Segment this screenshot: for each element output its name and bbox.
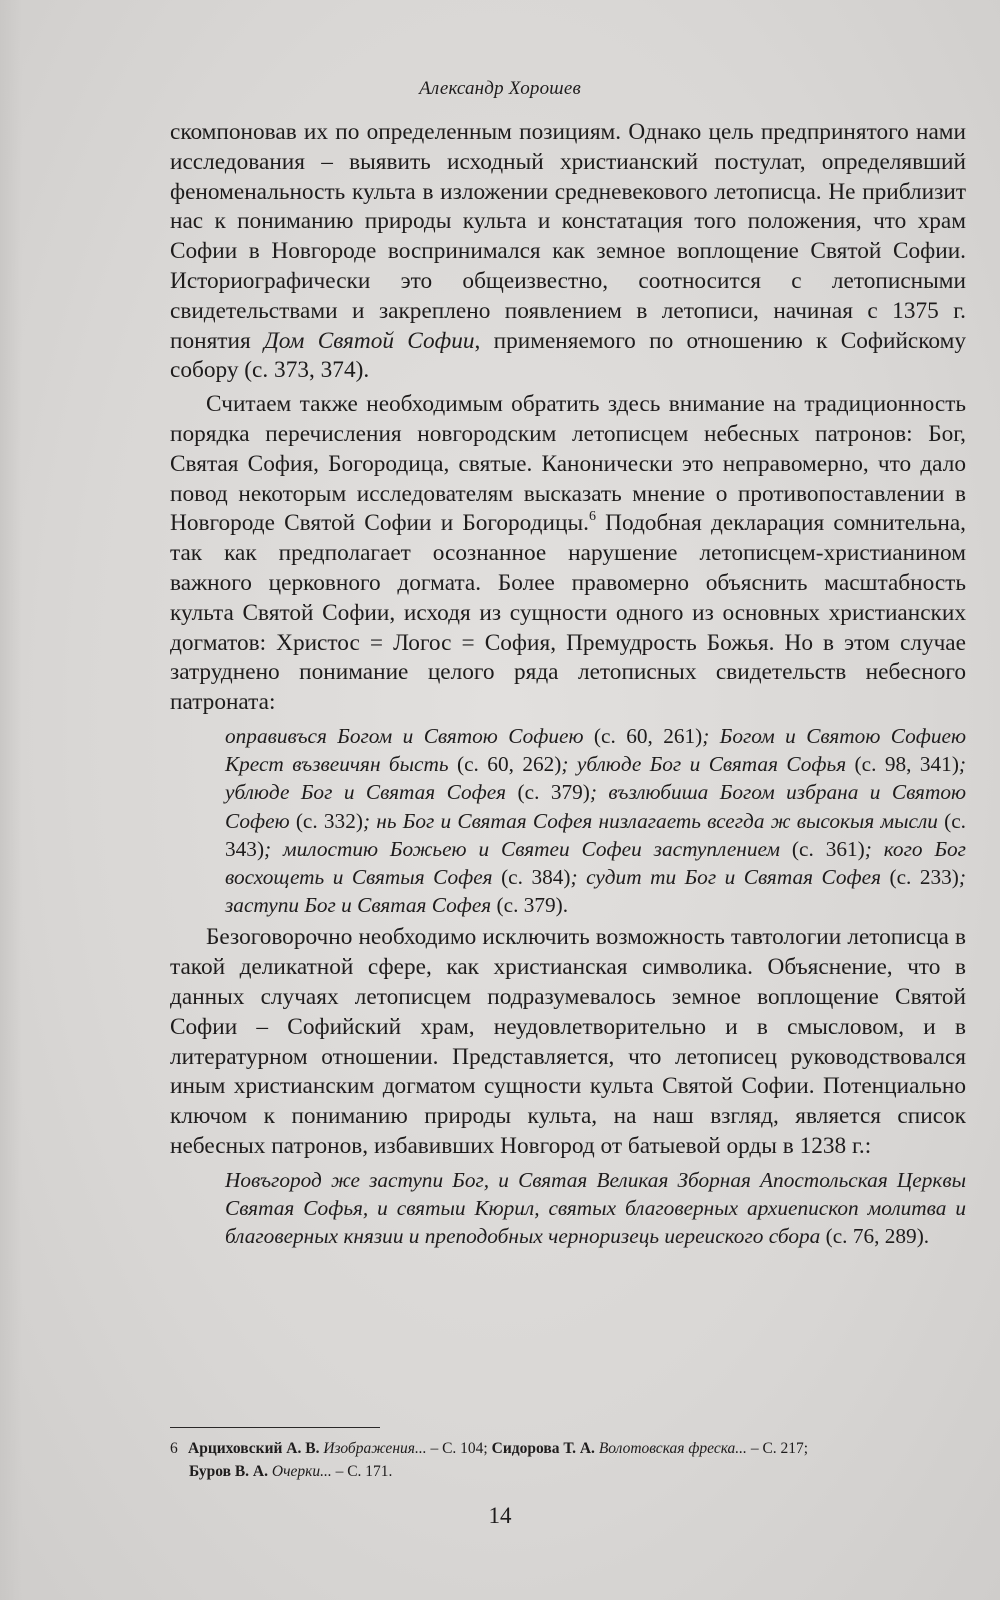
page-number: 14: [488, 1503, 512, 1528]
footnote-title: Волотовская фреска...: [598, 1440, 747, 1457]
quote-1-reference: (с. 332): [289, 808, 363, 833]
running-head: Александр Хорошев: [419, 78, 581, 99]
quote-1-citation: ; ублюде Бог и Святая Софья: [561, 752, 847, 777]
quote-1-citation: ; заступи Бог и Святая Софея: [225, 864, 966, 918]
quote-2-citation: Новъгород же заступи Бог, и Святая Великая Зборная Апостольская Церквы Святая Софья, и святыи Кюрил, святых благоверных архиепископ молитва и благоверных князии и преподобных черноризець иереиского сбора: [225, 1167, 966, 1249]
main-text: [170, 118, 966, 1250]
quote-1-citation: ; възлюбиша Богом избрана и Святою Софею: [225, 780, 966, 833]
footnote-title: Очерки...: [271, 1463, 332, 1480]
quote-1-reference: (с. 379).: [491, 893, 569, 918]
quote-1-reference: (с. 60, 261): [583, 723, 703, 748]
footnote-page-ref: – С. 104;: [426, 1440, 492, 1457]
footnote: [170, 1437, 950, 1483]
footnote-line-2: [170, 1460, 950, 1483]
footnote-author: Буров В. А.: [189, 1463, 268, 1480]
paragraph-2-text-b: Подобная декларация сомнительна, так как предполагает осознанное нарушение летописцем-христианином важного церковного догмата. Более правомерно объяснить масштабность культа Святой Софии, исходя из сущности одного из основных христианских догматов: Христос = Логос = София, Премудрость Божья. Но в этом случае затруднено понимание целого ряда летописных свидетельств небесного патроната:: [170, 510, 966, 716]
block-quote-1: [225, 722, 966, 919]
page-edge-shadow: [0, 0, 22, 1600]
paragraph-2-text-a: Считаем также необходимым обратить здесь внимание на традиционность порядка перечисления новгородским летописцем небесных патронов: Бог, Святая София, Богородица, святые. Канонически это неправомерно, что дало повод некоторым исследователям высказать мнение о противопоставлении в Новгороде Святой Софии и Богородицы.: [170, 391, 966, 537]
footnote-divider: [170, 1427, 380, 1428]
quote-1-citation: ; милостию Божьею и Святеи Софеи заступлением: [264, 836, 781, 861]
quote-1-citation: ; кого Бог восхощеть и Святыя Софея: [225, 836, 966, 889]
footnote-author: Арциховский А. В.: [188, 1440, 320, 1457]
paragraph-1: [170, 118, 966, 386]
quote-1-citation: ; судит ти Бог и Святая Софея: [570, 864, 881, 889]
quote-1-reference: (с. 379): [506, 780, 590, 805]
quote-1-citation: оправивъся Богом и Святою Софиею: [225, 723, 584, 748]
footnote-reference[interactable]: 6: [588, 508, 596, 524]
footnote-page-ref: – С. 217;: [746, 1440, 809, 1457]
quote-1-citation: ; ублюде Бог и Святая Софея: [225, 752, 966, 805]
paragraph-3: Безоговорочно необходимо исключить возможность тавтологии летописца в такой деликатной сфере, как христианская символика. Объяснение, что в данных случаях летописцем подразумевалось земное воплощение Святой Софии – Софийский храм, неудовлетворительно и в смысловом, и в литературном отношении. Представляется, что летописец руководствовался иным христианским догматом сущности культа Святой Софии. Потенциально ключом к пониманию природы культа, на наш взгляд, является список небесных патронов, избавивших Новгород от батыевой орды в 1238 г.:: [170, 924, 966, 1159]
quote-1-reference: (с. 343): [225, 808, 966, 861]
quote-1-reference: (с. 233): [881, 864, 959, 889]
footnote-author: Сидорова Т. А.: [491, 1440, 595, 1457]
paragraph-1-text: скомпоновав их по определенным позициям. Однако цель предпринятого нами исследования – выявить исходный христианский постулат, определявший феноменальность культа в изложении средневекового летописца. Не приблизит нас к пониманию природы культа и констатация того положения, что храм Софии в Новгороде воспринимался как земное воплощение Святой Софии. Историографически это общеизвестно, соотносится с летописными свидетельствами и закреплено появлением в летописи, начиная с 1375 г. понятия: [170, 119, 966, 354]
quote-1-reference: (с. 384): [492, 864, 571, 889]
footnote-number: 6: [170, 1440, 178, 1457]
quote-1-reference: (с. 361): [780, 836, 865, 861]
quote-1-citation: ; нь Бог и Святая Софея низлагаеть всегда ж высокыя мысли: [362, 808, 938, 833]
footnote-title: Изображения...: [323, 1440, 427, 1457]
paragraph-2: [170, 390, 966, 718]
quote-2-reference: (с. 76, 289).: [820, 1224, 930, 1249]
quote-1-reference: (с. 98, 341): [846, 752, 959, 777]
paragraph-1-end: , применяемого по отношению к Софийскому собору (с. 373, 374).: [170, 327, 966, 384]
footnote-page-ref: – С. 171.: [331, 1463, 393, 1480]
paragraph-1-italic-term: Дом Святой Софии: [263, 327, 475, 354]
quote-1-reference: (с. 60, 262): [448, 752, 562, 777]
quote-1-citation: ; Богом и Святою Софиею Крест възвеичян бысть: [225, 723, 966, 777]
block-quote-2: [225, 1166, 966, 1251]
